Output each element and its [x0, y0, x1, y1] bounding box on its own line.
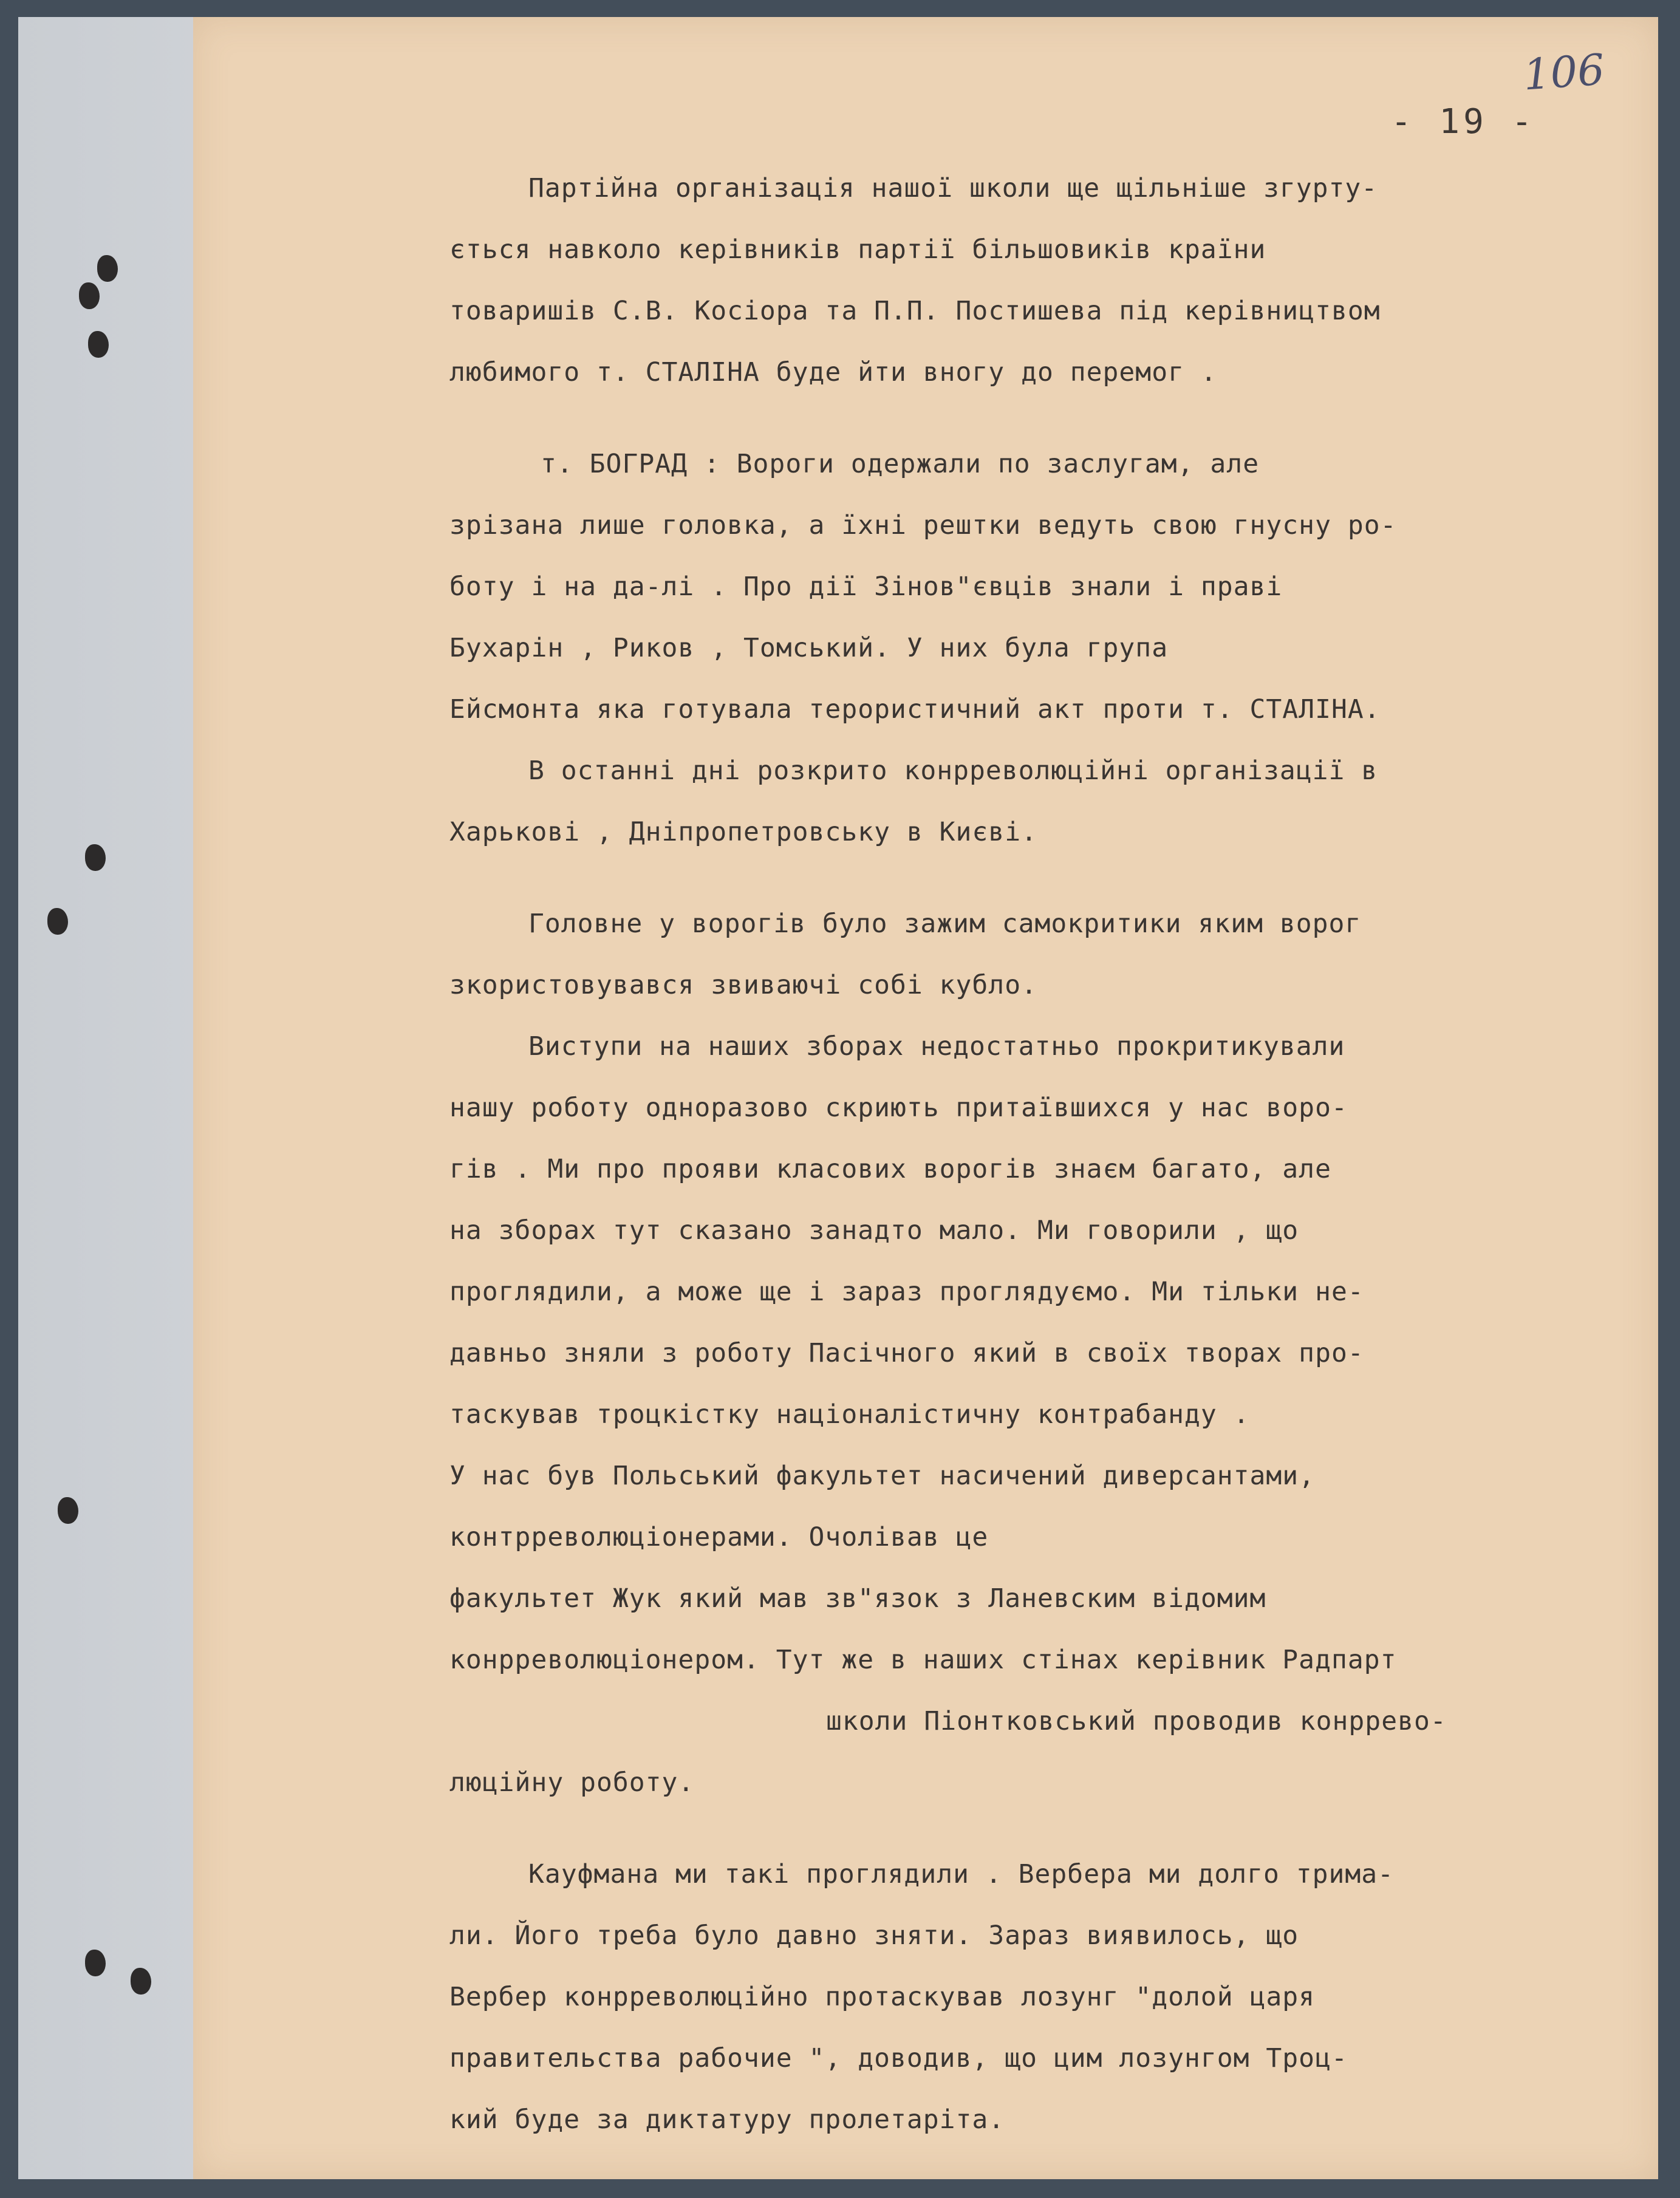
typed-text-body	[449, 158, 1640, 2151]
text-line: давньо зняли з роботу Пасічного який в своїх творах про-	[449, 1338, 1364, 1368]
text-line: ється навколо керівників партії більшовиків країни	[449, 234, 1266, 265]
text-line: таскував троцкістку націоналістичну контрабанду .	[449, 1399, 1250, 1430]
text-line: боту і на да-лі . Про дії Зінов"євців знали і праві	[449, 572, 1283, 602]
paragraph-gap	[449, 863, 1640, 893]
text-line: зкористовувався звиваючі собі кубло.	[449, 970, 1037, 1000]
text-line: Бухарін , Риков , Томський. У них була група	[449, 633, 1169, 663]
text-line: гів . Ми про прояви класових ворогів знаєм багато, але	[449, 1154, 1331, 1184]
text-line: Ейсмонта яка готувала терористичний акт проти т. СТАЛІНА.	[449, 694, 1381, 725]
punch-hole	[85, 1950, 106, 1976]
text-line: Партійна організація нашої школи ще щільніше згурту-	[528, 173, 1378, 203]
punch-hole	[47, 908, 68, 935]
text-line: В останні дні розкрито конрреволюційні організації в	[528, 756, 1378, 786]
punch-hole	[85, 844, 106, 871]
text-line: зрізана лише головка, а їхні рештки ведуть свою гнусну ро-	[449, 510, 1397, 541]
text-line: кий буде за диктатуру пролетаріта.	[449, 2104, 1005, 2135]
text-line: У нас був Польський факультет насичений диверсантами,	[449, 1461, 1316, 1491]
punch-hole	[97, 255, 118, 282]
text-line: Кауфмана ми такі проглядили . Вербера ми долго трима-	[528, 1859, 1395, 1889]
text-line: Вербер конрреволюційно протаскував лозунг "долой царя	[449, 1982, 1316, 2012]
text-line: правительства рабочие ", доводив, що цим лозунгом Троц-	[449, 2043, 1348, 2073]
punch-hole	[131, 1968, 151, 1995]
text-line: контрреволюціонерами. Очолівав це	[449, 1522, 989, 1552]
text-line: ли. Його треба було давно зняти. Зараз виявилось, що	[449, 1920, 1299, 1951]
paragraph-gap	[449, 403, 1640, 434]
page-number: - 19 -	[1391, 102, 1536, 142]
text-line: люційну роботу.	[449, 1767, 695, 1798]
text-line: Харькові , Дніпропетровську в Києві.	[449, 817, 1037, 847]
text-line: проглядили, а може ще і зараз проглядуємо. Ми тільки не-	[449, 1277, 1364, 1307]
text-line: т. БОГРАД : Вороги одержали по заслугам, але	[541, 449, 1260, 479]
text-line: любимого т. СТАЛІНА буде йти вногу до перемог .	[449, 357, 1217, 387]
text-line: конрреволюціонером. Тут же в наших стінах керівник Радпарт	[449, 1645, 1397, 1675]
text-line: Головне у ворогів було зажим самокритики яким ворог	[528, 909, 1362, 939]
text-line: товаришів С.В. Косіора та П.П. Постишева під керівництвом	[449, 296, 1381, 326]
text-line: факультет Жук який мав зв"язок з Ланевским відомим	[449, 1583, 1266, 1614]
archive-number: 106	[1521, 44, 1607, 100]
text-line: нашу роботу одноразово скриють притаївшихся у нас воро-	[449, 1093, 1348, 1123]
punch-hole	[79, 282, 100, 309]
paragraph-gap	[449, 1814, 1640, 1844]
punch-hole	[58, 1497, 78, 1524]
text-line: на зборах тут сказано занадто мало. Ми говорили , що	[449, 1215, 1299, 1246]
text-line: Виступи на наших зборах недостатньо прокритикували	[528, 1031, 1345, 1062]
text-line: школи Піонтковський проводив конрревo-	[826, 1706, 1447, 1736]
punch-hole	[88, 331, 109, 358]
